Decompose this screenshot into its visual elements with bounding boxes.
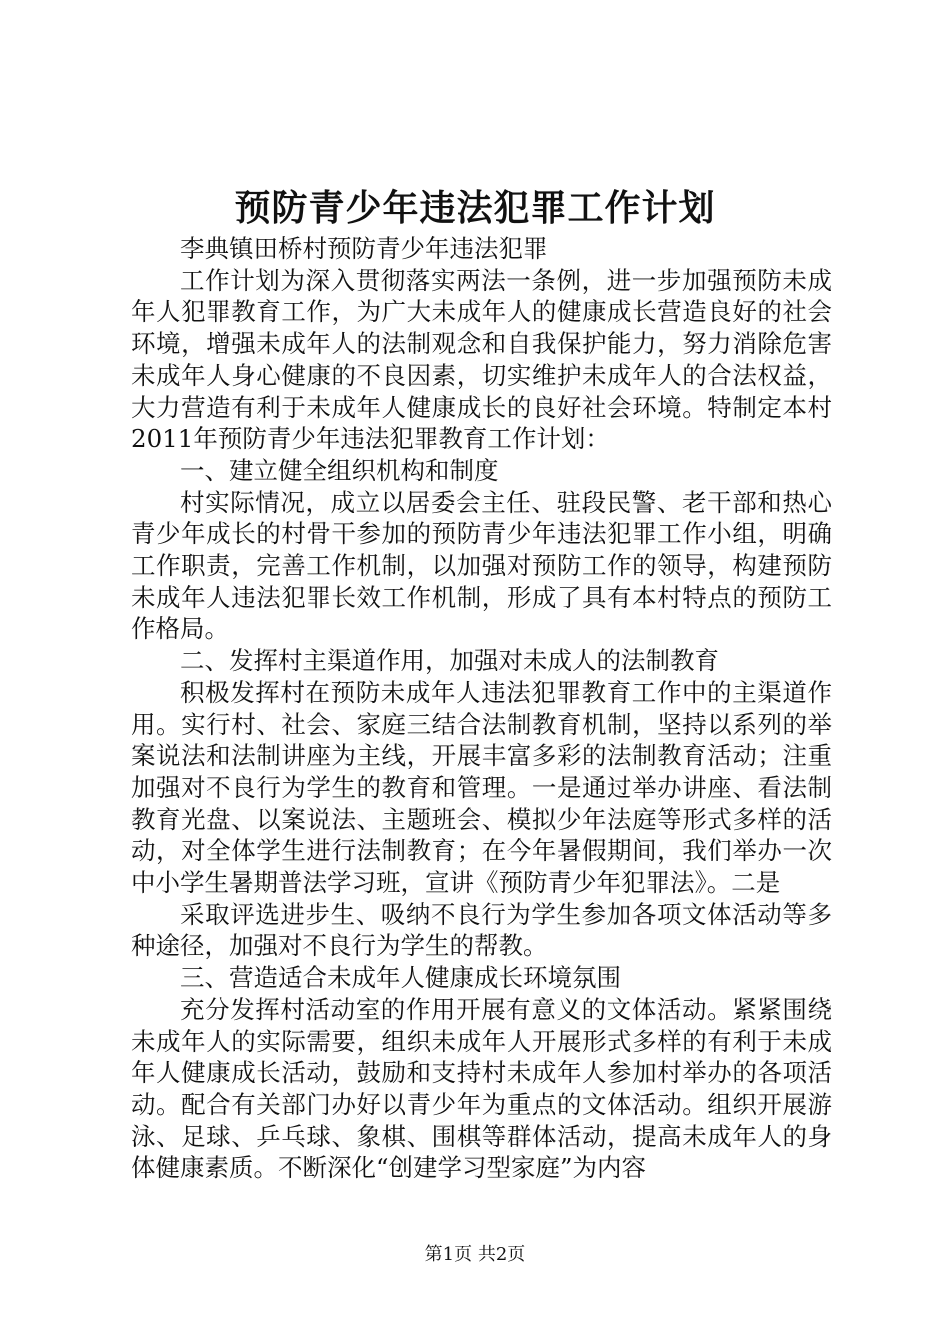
paragraph-section-3: 充分发挥村活动室的作用开展有意义的文体活动。紧紧围绕未成年人的实际需要，组织未成年人开展形式多样的有利于未成年人健康成长活动，鼓励和支持村未成年人参加村举办的各项活动。配合有关部门办好以青少年为重点的文体活动。组织开展游泳、足球、乒乓球、象棋、围棋等群体活动，提高未成年人的身体健康素质。不断深化“创建学习型家庭”为内容 — [131, 994, 832, 1183]
section-heading-2: 二、发挥村主渠道作用，加强对未成人的法制教育 — [180, 646, 719, 676]
document-body — [131, 233, 832, 1184]
paragraph-section-2b: 采取评选进步生、吸纳不良行为学生参加各项文体活动等多种途径，加强对不良行为学生的帮教。 — [131, 899, 832, 961]
section-heading-3: 三、营造适合未成年人健康成长环境氛围 — [180, 963, 621, 993]
section-heading-1: 一、建立健全组织机构和制度 — [180, 455, 499, 485]
page-number-footer: 第1页 共2页 — [424, 1244, 526, 1265]
paragraph-intro: 工作计划为深入贯彻落实两法一条例，进一步加强预防未成年人犯罪教育工作，为广大未成年人的健康成长营造良好的社会环境，增强未成年人的法制观念和自我保护能力，努力消除危害未成年人身心健康的不良因素，切实维护未成年人的合法权益，大力营造有利于未成年人健康成长的良好社会环境。特制定本村2011年预防青少年违法犯罪教育工作计划： — [131, 265, 832, 454]
document-title: 预防青少年违法犯罪工作计划 — [234, 187, 716, 229]
paragraph-subtitle: 李典镇田桥村预防青少年违法犯罪 — [180, 234, 548, 263]
paragraph-section-1: 村实际情况，成立以居委会主任、驻段民警、老干部和热心青少年成长的村骨干参加的预防青少年违法犯罪工作小组，明确工作职责，完善工作机制，以加强对预防工作的领导，构建预防未成年人违法犯罪长效工作机制，形成了具有本村特点的预防工作格局。 — [131, 487, 832, 644]
paragraph-section-2a: 积极发挥村在预防未成年人违法犯罪教育工作中的主渠道作用。实行村、社会、家庭三结合法制教育机制，坚持以系列的举案说法和法制讲座为主线，开展丰富多彩的法制教育活动；注重加强对不良行为学生的教育和管理。一是通过举办讲座、看法制教育光盘、以案说法、主题班会、模拟少年法庭等形式多样的活动，对全体学生进行法制教育；在今年暑假期间，我们举办一次中小学生暑期普法学习班，宣讲《预防青少年犯罪法》。二是 — [131, 677, 832, 898]
